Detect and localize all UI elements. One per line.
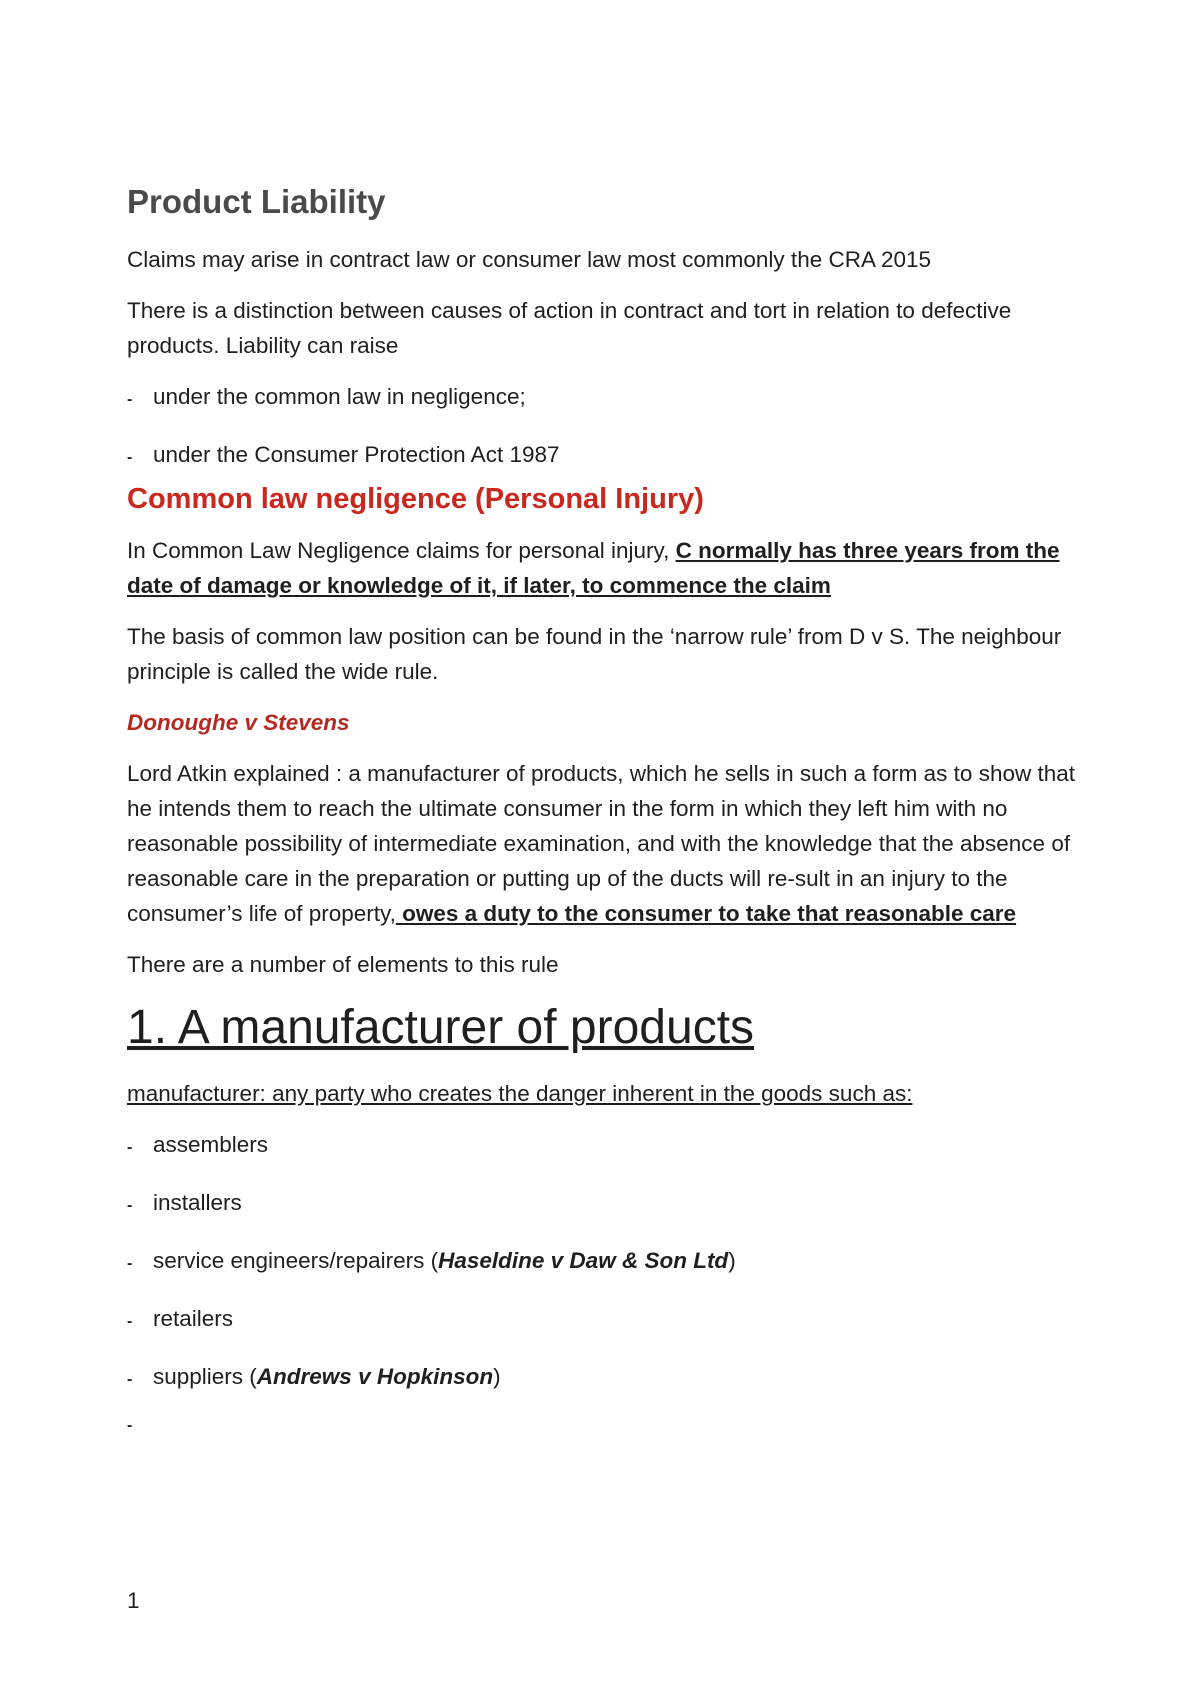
manufacturer-definition: manufacturer: any party who creates the danger inherent in the goods such as: [127, 1081, 913, 1106]
bullet-marker: - [127, 1255, 133, 1272]
list-item-empty [127, 1417, 1087, 1435]
document-body [127, 178, 1087, 1458]
list-item-text: installers [153, 1190, 242, 1215]
document-title: Product Liability [127, 183, 386, 220]
paragraph-lord-atkin-lead: Lord Atkin explained : a manufacturer of products, which he sells in such a form as to show that he intends them to reach the ultimate consumer in the form in which they left him with no reasonable possibility of intermediate examination, and with the knowledge that the absence of reasonable care in the preparation or putting up of the ducts will re-sult in an injury to the consumer’s life of property, [127, 761, 1075, 926]
list-item-text: retailers [153, 1306, 234, 1331]
bullet-marker: - [127, 1313, 133, 1330]
page-number: 1 [127, 1588, 140, 1613]
bullet-marker: - [127, 391, 133, 408]
heading-manufacturer: 1. A manufacturer of products [127, 1001, 755, 1054]
list-item-text: under the common law in negligence; [153, 384, 526, 409]
case-heading: Donoughe v Stevens [127, 710, 350, 735]
bullet-marker: - [127, 1197, 133, 1214]
paragraph-limitation [127, 533, 1087, 603]
list-item [127, 1185, 1087, 1220]
paragraph-distinction: There is a distinction between causes of action in contract and tort in relation to defective products. Liability can raise [127, 298, 1012, 358]
list-item-close: ) [493, 1364, 501, 1389]
bullet-marker: - [127, 449, 133, 466]
list-item-lead: service engineers/repairers ( [153, 1248, 439, 1273]
paragraph-lord-atkin-emphasis: owes a duty to the consumer to take that reasonable care [395, 901, 1017, 926]
paragraph-lord-atkin [127, 756, 1087, 931]
list-item [127, 1127, 1087, 1162]
bullet-marker: - [127, 1139, 133, 1156]
list-item [127, 437, 1087, 472]
bullet-marker: - [127, 1371, 133, 1388]
bullet-marker: - [127, 1417, 133, 1434]
paragraph-claims: Claims may arise in contract law or consumer law most commonly the CRA 2015 [127, 247, 932, 272]
list-item-lead: suppliers ( [153, 1364, 257, 1389]
paragraph-elements: There are a number of elements to this rule [127, 952, 559, 977]
list-item [127, 1359, 1087, 1394]
list-item [127, 1243, 1087, 1278]
list-item [127, 1301, 1087, 1336]
heading-common-law-negligence: Common law negligence (Personal Injury) [127, 483, 704, 515]
list-item-text [153, 1243, 736, 1278]
paragraph-limitation-emphasis: C normally has three years from the date of damage or knowledge of it, if later, to commence the claim [127, 538, 1060, 598]
case-citation: Andrews v Hopkinson [256, 1364, 494, 1389]
list-item-close: ) [728, 1248, 736, 1273]
list-item-text [153, 1359, 501, 1394]
paragraph-limitation-lead: In Common Law Negligence claims for personal injury, [127, 538, 676, 563]
list-item-text: under the Consumer Protection Act 1987 [153, 442, 560, 467]
list-item [127, 379, 1087, 414]
case-citation: Haseldine v Daw & Son Ltd [438, 1248, 729, 1273]
paragraph-narrow-rule: The basis of common law position can be found in the ‘narrow rule’ from D v S. The neighbour principle is called the wide rule. [127, 624, 1062, 684]
list-item-text: assemblers [153, 1132, 269, 1157]
